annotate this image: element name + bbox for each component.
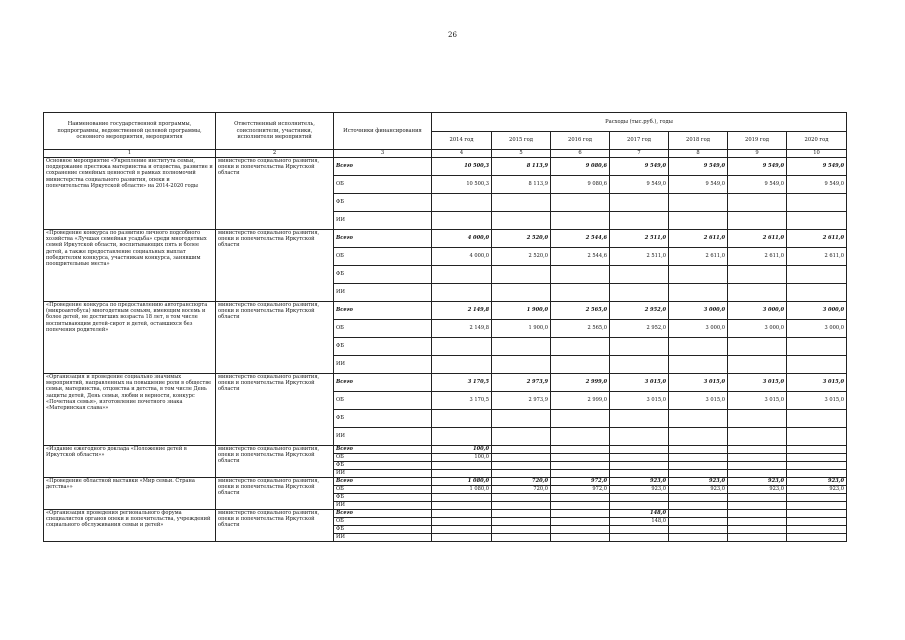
funding-source: ФБ	[334, 525, 432, 533]
expense-value	[728, 501, 787, 509]
expense-value	[728, 453, 787, 461]
responsible-executor: министерство социального развития, опеки и попечительства Иркутской области	[216, 157, 334, 229]
expense-value	[432, 461, 492, 469]
expense-value	[432, 211, 492, 229]
funding-source: Всего	[334, 477, 432, 485]
expense-value: 2 565,0	[551, 319, 610, 337]
funding-source: ОБ	[334, 453, 432, 461]
column-index: 5	[492, 150, 551, 158]
expense-value	[610, 193, 669, 211]
expense-value	[728, 193, 787, 211]
expense-value: 3 015,0	[728, 391, 787, 409]
expense-value: 2 520,0	[492, 229, 551, 247]
measure-name: «Издание ежегодного доклада «Положение детей в Иркутской области»»	[44, 445, 216, 477]
expense-value	[728, 355, 787, 373]
expense-value	[669, 525, 728, 533]
expense-value: 9 549,0	[669, 175, 728, 193]
column-index: 2	[216, 150, 334, 158]
expense-value: 2 511,0	[610, 247, 669, 265]
expense-value: 972,0	[551, 485, 610, 493]
expense-value: 923,0	[669, 477, 728, 485]
header-year: 2016 год	[551, 131, 610, 150]
expense-value	[610, 453, 669, 461]
expense-value	[432, 525, 492, 533]
expense-value	[610, 501, 669, 509]
expense-value	[669, 427, 728, 445]
expense-value: 2 149,8	[432, 301, 492, 319]
expense-value	[669, 533, 728, 541]
expense-value	[610, 469, 669, 477]
expense-value: 2 544,6	[551, 247, 610, 265]
expense-value	[728, 337, 787, 355]
measure-name: «Проведение конкурса по предоставлению автотранспорта (микроавтобуса) многодетным семьям, имеющим восемь и более детей, не достигших возраста 18 лет, в том числе воспитывающим детей-сирот и детей, оставшихся без попечения родителей»	[44, 301, 216, 373]
funding-source: Всего	[334, 445, 432, 453]
expense-value	[551, 493, 610, 501]
expense-value	[669, 337, 728, 355]
header-year: 2019 год	[728, 131, 787, 150]
expense-value	[669, 409, 728, 427]
expense-value	[492, 409, 551, 427]
table-row	[44, 229, 847, 247]
expense-value	[728, 427, 787, 445]
expense-value	[669, 509, 728, 517]
expense-value	[492, 193, 551, 211]
funding-source: ИИ	[334, 501, 432, 509]
header-expenses: Расходы (тыс.руб.), годы	[432, 113, 847, 132]
expense-value	[610, 445, 669, 453]
expense-value	[787, 517, 847, 525]
expense-value: 9 549,0	[610, 175, 669, 193]
expense-value: 9 549,0	[610, 157, 669, 175]
expense-value	[610, 265, 669, 283]
header-year: 2015 год	[492, 131, 551, 150]
funding-source: ИИ	[334, 283, 432, 301]
funding-source: Всего	[334, 229, 432, 247]
expense-value	[728, 445, 787, 453]
expense-value	[787, 509, 847, 517]
expense-value	[551, 453, 610, 461]
expense-value: 9 549,0	[728, 157, 787, 175]
expense-value: 3 000,0	[669, 319, 728, 337]
expense-value: 9 549,0	[787, 157, 847, 175]
expense-value: 3 000,0	[787, 319, 847, 337]
expense-value	[787, 265, 847, 283]
expense-value	[728, 509, 787, 517]
expense-value: 2 520,0	[492, 247, 551, 265]
funding-source: ИИ	[334, 427, 432, 445]
expense-value	[787, 427, 847, 445]
expense-value: 10 500,3	[432, 175, 492, 193]
expense-value: 2 611,0	[669, 247, 728, 265]
column-index: 1	[44, 150, 216, 158]
measure-name: «Проведение конкурса по развитию личного подсобного хозяйства «Лучшая семейная усадьба» среди многодетных семей Иркутской области, воспитывающих пять и более детей, а также предоставление социальных выплат победителям конкурса, участникам конкурса, занявшим поощрительные места»	[44, 229, 216, 301]
expense-value	[610, 355, 669, 373]
expense-value: 720,0	[492, 485, 551, 493]
expense-value: 2 611,0	[669, 229, 728, 247]
expense-value: 148,0	[610, 517, 669, 525]
funding-source: ИИ	[334, 211, 432, 229]
expense-value: 1 900,0	[492, 301, 551, 319]
expense-value	[669, 453, 728, 461]
column-index: 6	[551, 150, 610, 158]
expense-value	[492, 509, 551, 517]
expense-value: 1 080,0	[432, 485, 492, 493]
expense-value	[551, 283, 610, 301]
header-year: 2014 год	[432, 131, 492, 150]
expense-value: 923,0	[728, 485, 787, 493]
responsible-executor: министерство социального развития, опеки и попечительства Иркутской области	[216, 229, 334, 301]
expense-value: 3 015,0	[787, 373, 847, 391]
funding-source: ФБ	[334, 265, 432, 283]
table-row	[44, 157, 847, 175]
expense-value	[432, 355, 492, 373]
table-row	[44, 301, 847, 319]
expense-value	[787, 337, 847, 355]
funding-source: ОБ	[334, 485, 432, 493]
expense-value	[669, 501, 728, 509]
expense-value	[492, 517, 551, 525]
measure-name: Основное мероприятие «Укрепление института семьи, поддержание престижа материнства и отцовства, развитие и сохранение семейных ценностей в рамках полномочий министерства социального развития, опеки и попечительства Иркутской области» на 2014-2020 годы	[44, 157, 216, 229]
expense-value	[787, 283, 847, 301]
column-index: 9	[728, 150, 787, 158]
expense-value: 9 549,0	[669, 157, 728, 175]
expense-value: 923,0	[610, 485, 669, 493]
table-body	[44, 157, 847, 541]
expense-value: 923,0	[728, 477, 787, 485]
expense-value	[669, 493, 728, 501]
expense-value	[432, 427, 492, 445]
funding-source: ИИ	[334, 469, 432, 477]
expense-value	[610, 211, 669, 229]
expense-value: 9 080,6	[551, 157, 610, 175]
expense-value	[432, 265, 492, 283]
column-index: 10	[787, 150, 847, 158]
expense-value	[551, 193, 610, 211]
funding-source: ФБ	[334, 409, 432, 427]
expense-value: 2 149,8	[432, 319, 492, 337]
funding-source: Всего	[334, 373, 432, 391]
expense-value	[492, 445, 551, 453]
funding-source: ИИ	[334, 355, 432, 373]
expense-value	[492, 265, 551, 283]
measure-name: «Организация проведения регионального форума специалистов органов опеки и попечительства, учреждений социального обслуживания семьи и детей»	[44, 509, 216, 541]
column-index: 8	[669, 150, 728, 158]
expense-value	[432, 337, 492, 355]
expense-value	[610, 461, 669, 469]
expense-value: 8 113,9	[492, 157, 551, 175]
expense-value: 2 611,0	[787, 247, 847, 265]
expense-value	[492, 355, 551, 373]
expense-value	[432, 501, 492, 509]
expense-value: 3 015,0	[787, 391, 847, 409]
expense-value: 1 900,0	[492, 319, 551, 337]
expense-value: 3 000,0	[728, 319, 787, 337]
expense-value	[728, 525, 787, 533]
expense-value	[787, 525, 847, 533]
expense-value	[551, 337, 610, 355]
expense-value	[551, 211, 610, 229]
expense-value: 9 549,0	[787, 175, 847, 193]
expense-value	[787, 453, 847, 461]
expense-value: 9 080,6	[551, 175, 610, 193]
expense-value: 923,0	[610, 477, 669, 485]
expense-value: 2 611,0	[728, 247, 787, 265]
expense-value	[728, 533, 787, 541]
expense-value	[551, 517, 610, 525]
expense-value	[492, 283, 551, 301]
expense-value	[669, 445, 728, 453]
expense-value	[728, 493, 787, 501]
funding-source: ФБ	[334, 493, 432, 501]
expense-value	[787, 193, 847, 211]
header-source: Источники финансирования	[334, 113, 432, 150]
expense-value	[492, 427, 551, 445]
expense-value: 2 973,9	[492, 391, 551, 409]
expense-value	[492, 461, 551, 469]
expense-value: 8 113,9	[492, 175, 551, 193]
expense-value	[432, 283, 492, 301]
expense-value: 720,0	[492, 477, 551, 485]
expense-value	[551, 427, 610, 445]
funding-source: ОБ	[334, 517, 432, 525]
expense-value	[551, 501, 610, 509]
expense-value	[610, 493, 669, 501]
funding-source: ОБ	[334, 175, 432, 193]
funding-source: Всего	[334, 509, 432, 517]
expense-value	[492, 501, 551, 509]
expense-value	[432, 193, 492, 211]
expense-value	[610, 409, 669, 427]
expense-value: 3 015,0	[669, 391, 728, 409]
header-year: 2020 год	[787, 131, 847, 150]
expense-value	[551, 469, 610, 477]
expense-value	[669, 265, 728, 283]
funding-source: ОБ	[334, 247, 432, 265]
expense-value: 3 170,5	[432, 391, 492, 409]
expense-value: 2 611,0	[787, 229, 847, 247]
budget-table	[43, 112, 847, 542]
expense-value	[432, 469, 492, 477]
table-row	[44, 373, 847, 391]
expense-value: 2 952,0	[610, 301, 669, 319]
column-index: 7	[610, 150, 669, 158]
column-index: 3	[334, 150, 432, 158]
expense-value: 4 000,0	[432, 229, 492, 247]
expense-value	[787, 355, 847, 373]
expense-value	[669, 469, 728, 477]
header-year: 2017 год	[610, 131, 669, 150]
table-row	[44, 445, 847, 453]
expense-value: 923,0	[787, 477, 847, 485]
header-name: Наименование государственной программы, подпрограммы, ведомственной целевой программы, основного мероприятия, мероприятия	[44, 113, 216, 150]
funding-source: ИИ	[334, 533, 432, 541]
expense-value: 3 170,5	[432, 373, 492, 391]
funding-source: Всего	[334, 157, 432, 175]
expense-value	[669, 211, 728, 229]
expense-value: 3 000,0	[728, 301, 787, 319]
expense-value	[492, 469, 551, 477]
responsible-executor: министерство социального развития, опеки и попечительства Иркутской области	[216, 373, 334, 445]
header-responsible: Ответственный исполнитель, соисполнители, участники, исполнители мероприятий	[216, 113, 334, 150]
expense-value: 9 549,0	[728, 175, 787, 193]
funding-source: ФБ	[334, 337, 432, 355]
expense-value: 2 544,6	[551, 229, 610, 247]
expense-value	[787, 409, 847, 427]
expense-value: 3 015,0	[728, 373, 787, 391]
expense-value: 3 015,0	[610, 391, 669, 409]
expense-value: 1 080,0	[432, 477, 492, 485]
expense-value	[432, 493, 492, 501]
expense-value: 10 500,3	[432, 157, 492, 175]
expense-value	[728, 461, 787, 469]
expense-value	[432, 517, 492, 525]
funding-source: Всего	[334, 301, 432, 319]
expense-value	[610, 525, 669, 533]
expense-value	[551, 445, 610, 453]
expense-value: 100,0	[432, 445, 492, 453]
expense-value	[551, 409, 610, 427]
expense-value: 2 999,0	[551, 391, 610, 409]
expense-value	[787, 461, 847, 469]
expense-value	[551, 355, 610, 373]
expense-value: 2 611,0	[728, 229, 787, 247]
expense-value	[787, 533, 847, 541]
expense-value	[432, 533, 492, 541]
expense-value: 3 000,0	[669, 301, 728, 319]
expense-value	[610, 427, 669, 445]
responsible-executor: министерство социального развития, опеки и попечительства Иркутской области	[216, 301, 334, 373]
expense-value	[551, 265, 610, 283]
expense-value	[610, 337, 669, 355]
expense-value	[492, 493, 551, 501]
expense-value	[787, 445, 847, 453]
table-row	[44, 509, 847, 517]
funding-source: ФБ	[334, 193, 432, 211]
expense-value	[787, 493, 847, 501]
expense-value: 148,0	[610, 509, 669, 517]
expense-value: 923,0	[669, 485, 728, 493]
measure-name: «Проведение областной выставки «Мир семьи. Страна детства»»	[44, 477, 216, 509]
expense-value	[787, 501, 847, 509]
expense-value: 2 511,0	[610, 229, 669, 247]
expense-value: 3 015,0	[610, 373, 669, 391]
expense-value: 2 952,0	[610, 319, 669, 337]
measure-name: «Организация и проведение социально значимых мероприятий, направленных на повышение роли в обществе семьи, материнства, отцовства и детства, в том числе День защиты детей, День семьи, любви и верности, конкурс «Почетная семья», изготовление почетного знака «Материнская слава»»	[44, 373, 216, 445]
responsible-executor: министерство социального развития, опеки и попечительства Иркутской области	[216, 509, 334, 541]
expense-value	[492, 533, 551, 541]
expense-value	[728, 211, 787, 229]
expense-value	[551, 533, 610, 541]
expense-value	[669, 517, 728, 525]
expense-value	[728, 469, 787, 477]
column-index: 4	[432, 150, 492, 158]
expense-value	[728, 265, 787, 283]
expense-value	[492, 337, 551, 355]
expense-value	[432, 409, 492, 427]
expense-value	[787, 469, 847, 477]
expense-value	[728, 409, 787, 427]
expense-value	[610, 533, 669, 541]
expense-value	[551, 509, 610, 517]
funding-source: ОБ	[334, 319, 432, 337]
expense-value	[669, 461, 728, 469]
expense-value: 972,0	[551, 477, 610, 485]
responsible-executor: министерство социального развития, опеки и попечительства Иркутской области	[216, 477, 334, 509]
expense-value: 923,0	[787, 485, 847, 493]
expense-value: 4 000,0	[432, 247, 492, 265]
funding-source: ФБ	[334, 461, 432, 469]
expense-value	[669, 193, 728, 211]
expense-value	[669, 283, 728, 301]
expense-value: 100,0	[432, 453, 492, 461]
expense-value: 2 565,0	[551, 301, 610, 319]
expense-value	[551, 525, 610, 533]
expense-value	[492, 453, 551, 461]
expense-value: 3 015,0	[669, 373, 728, 391]
expense-value: 2 999,0	[551, 373, 610, 391]
expense-value	[492, 211, 551, 229]
expense-value: 2 973,9	[492, 373, 551, 391]
expense-value: 3 000,0	[787, 301, 847, 319]
expense-value	[432, 509, 492, 517]
header-year: 2018 год	[669, 131, 728, 150]
page-number: 26	[448, 31, 457, 39]
expense-value	[728, 283, 787, 301]
responsible-executor: министерство социального развития, опеки и попечительства Иркутской области	[216, 445, 334, 477]
expense-value	[669, 355, 728, 373]
table-row	[44, 477, 847, 485]
expense-value	[551, 461, 610, 469]
expense-value	[728, 517, 787, 525]
expense-value	[787, 211, 847, 229]
funding-source: ОБ	[334, 391, 432, 409]
expense-value	[492, 525, 551, 533]
expense-value	[610, 283, 669, 301]
